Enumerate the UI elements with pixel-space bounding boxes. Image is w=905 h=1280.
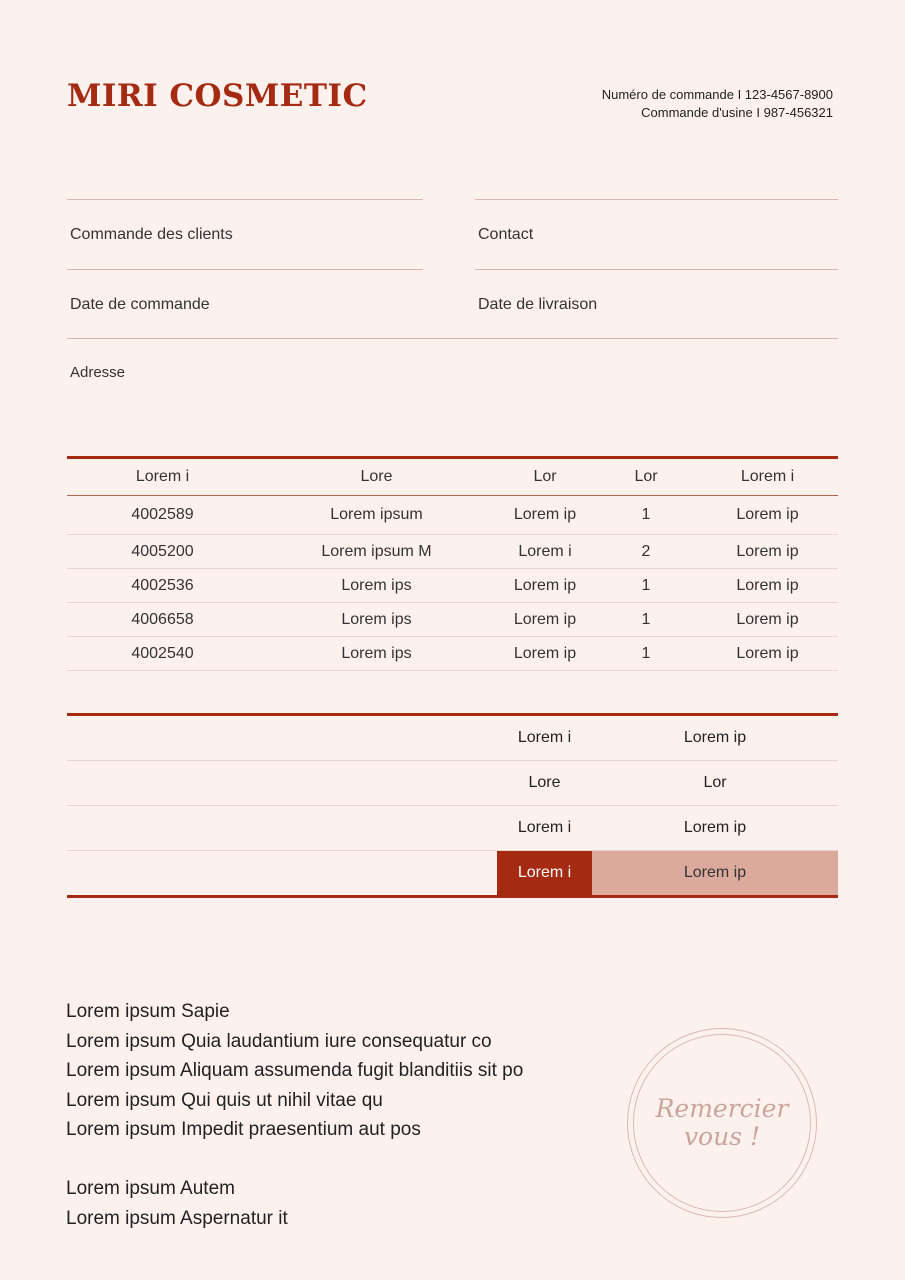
totals-row	[67, 715, 838, 761]
factory-order-number: Commande d'usine I 987-456321	[641, 105, 833, 120]
column-header: Lorem i	[697, 458, 838, 496]
table-cell: Lorem ipsum	[258, 496, 495, 535]
column-header: Lor	[495, 458, 595, 496]
note-line: Lorem ipsum Impedit praesentium aut pos	[66, 1119, 421, 1140]
column-header: Lore	[258, 458, 495, 496]
note-line: Lorem ipsum Qui quis ut nihil vitae qu	[66, 1089, 383, 1111]
order-date-label: Date de commande	[70, 296, 210, 313]
table-cell: 4002540	[67, 637, 258, 671]
address-label: Adresse	[70, 364, 126, 381]
table-cell: Lorem ip	[495, 637, 595, 671]
total-value: Lorem ip	[592, 851, 838, 897]
note-line: Lorem ipsum Aliquam assumenda fugit blanditiis sit po	[66, 1060, 524, 1081]
order-meta	[602, 86, 833, 122]
table-cell: 4002536	[67, 569, 258, 603]
items-table	[67, 456, 838, 671]
seal-text	[628, 1095, 816, 1151]
table-row	[67, 496, 838, 535]
table-cell: Lorem ip	[697, 637, 838, 671]
order-number: Numéro de commande I 123-4567-8900	[601, 87, 833, 102]
table-cell: Lorem ip	[495, 496, 595, 535]
table-cell: Lorem ips	[258, 603, 495, 637]
table-cell: Lorem i	[495, 535, 595, 569]
table-cell: 1	[595, 637, 697, 671]
totals-label: Lore	[497, 761, 592, 806]
divider	[475, 269, 838, 270]
table-header-row	[67, 458, 838, 496]
note-line: Lorem ipsum Quia laudantium iure consequatur co	[66, 1030, 492, 1052]
table-cell: 1	[595, 603, 697, 637]
seal-line: Remercier	[655, 1094, 789, 1123]
note-line: Lorem ipsum Autem	[66, 1178, 235, 1199]
table-cell: 1	[595, 569, 697, 603]
column-header: Lor	[595, 458, 697, 496]
divider	[475, 199, 838, 200]
note-line: Lorem ipsum Sapie	[66, 1001, 230, 1022]
totals-value: Lorem ip	[592, 715, 838, 761]
table-cell: Lorem ip	[495, 603, 595, 637]
totals-label: Lorem i	[497, 806, 592, 851]
table-cell: Lorem ip	[495, 569, 595, 603]
totals-label: Lorem i	[497, 715, 592, 761]
seal-line: vous !	[683, 1122, 761, 1151]
table-cell: 4002589	[67, 496, 258, 535]
thank-you-seal	[627, 1028, 817, 1218]
table-cell: Lorem ips	[258, 637, 495, 671]
totals-table	[67, 713, 838, 898]
table-row	[67, 535, 838, 569]
table-cell: 4006658	[67, 603, 258, 637]
table-row	[67, 637, 838, 671]
table-cell: 4005200	[67, 535, 258, 569]
totals-value: Lor	[592, 761, 838, 806]
contact-label: Contact	[478, 226, 534, 243]
table-row	[67, 603, 838, 637]
customer-order-label: Commande des clients	[70, 226, 233, 243]
table-cell: Lorem ip	[697, 569, 838, 603]
divider	[67, 199, 423, 200]
table-cell: Lorem ipsum M	[258, 535, 495, 569]
totals-row-total	[67, 851, 838, 897]
table-cell: Lorem ips	[258, 569, 495, 603]
totals-row	[67, 806, 838, 851]
table-cell: Lorem ip	[697, 603, 838, 637]
note-line: Lorem ipsum Aspernatur it	[66, 1207, 288, 1229]
total-label: Lorem i	[497, 851, 592, 897]
divider	[67, 338, 838, 339]
table-cell: 2	[595, 535, 697, 569]
notes	[66, 997, 523, 1233]
table-cell: 1	[595, 496, 697, 535]
column-header: Lorem i	[67, 458, 258, 496]
table-row	[67, 569, 838, 603]
delivery-date-label: Date de livraison	[478, 296, 598, 313]
table-cell: Lorem ip	[697, 535, 838, 569]
divider	[67, 269, 423, 270]
brand-name: MIRI COSMETIC	[67, 78, 368, 114]
table-cell: Lorem ip	[697, 496, 838, 535]
totals-value: Lorem ip	[592, 806, 838, 851]
totals-row	[67, 761, 838, 806]
